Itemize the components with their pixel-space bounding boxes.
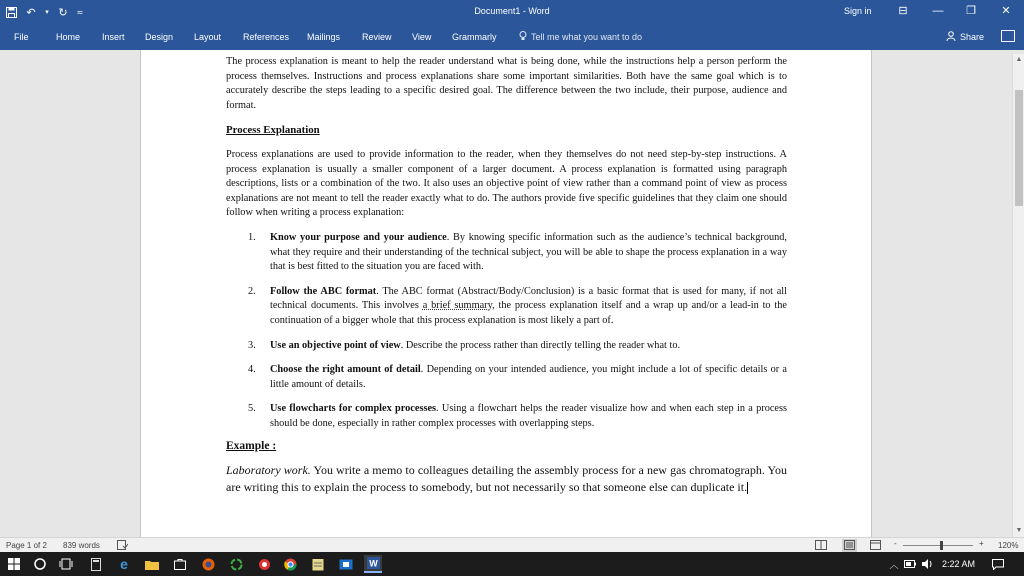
file-explorer-icon[interactable]: [144, 556, 160, 572]
edge-browser-icon[interactable]: e: [120, 556, 128, 572]
guidelines-list: [226, 231, 787, 432]
close-button[interactable]: ✕: [1001, 5, 1011, 17]
list-item-lead: Use an objective point of view: [270, 339, 401, 351]
tab-home[interactable]: Home: [56, 32, 81, 42]
scroll-down-icon[interactable]: ▼: [1015, 527, 1023, 534]
person-icon: [946, 31, 956, 43]
redo-icon[interactable]: ↻: [58, 6, 68, 19]
scroll-up-icon[interactable]: ▲: [1015, 56, 1023, 63]
list-number: 4.: [248, 364, 256, 376]
clock-time[interactable]: 2:22 AM: [942, 559, 976, 569]
list-item-text: . By knowing specific information such as the audience’s technical background, what they require and their understanding of the technical subject, you will be able to shape the process explanation in a way that is best fitted to the situation you are faced with.: [270, 231, 787, 273]
list-number: 1.: [248, 231, 256, 243]
proofing-icon[interactable]: [117, 540, 128, 552]
list-item-text: . Describe the process rather than directly telling the reader what to.: [400, 339, 681, 351]
scrollbar-thumb[interactable]: [1015, 90, 1023, 206]
section-paragraph[interactable]: Process explanations are used to provide information to the reader, when they themselves do not need step-by-step instructions. A process explanation is usually a smaller component of a larger document. A process explanation is formatted using paragraph descriptions, lists or a combination of the two. It also uses an objective point of view rather than a command point of view as process explanations are not meant to tell the reader exactly what to do. The authors provide five specific guidelines that they claim one should follow when writing a process explanation:: [226, 148, 787, 219]
minimize-button[interactable]: —: [932, 5, 944, 17]
read-mode-icon[interactable]: [815, 540, 827, 552]
tab-layout[interactable]: Layout: [194, 32, 222, 42]
list-item[interactable]: [226, 363, 787, 392]
app-icon[interactable]: [256, 556, 272, 572]
battery-icon[interactable]: [902, 556, 918, 572]
ribbon-tab-bar: [0, 24, 1024, 50]
list-item-lead: Follow the ABC format: [270, 285, 377, 297]
list-number: 5.: [248, 403, 256, 415]
zoom-slider-thumb[interactable]: [940, 541, 943, 550]
print-layout-icon[interactable]: [842, 539, 857, 553]
list-item[interactable]: [226, 402, 787, 431]
list-number: 2.: [248, 285, 256, 297]
list-number: 3.: [248, 339, 256, 351]
action-center-icon[interactable]: [990, 556, 1006, 572]
sign-in-link[interactable]: Sign in: [844, 6, 872, 16]
document-page[interactable]: [140, 50, 872, 537]
example-italic-lead: Laboratory work.: [226, 463, 311, 478]
ribbon-display-options-icon[interactable]: ⊟: [898, 5, 908, 17]
task-view-icon[interactable]: [58, 556, 74, 572]
intro-paragraph[interactable]: The process explanation is meant to help the reader understand what is being done, while the instructions help a person perform the process themselves. Instructions and process explanations share some important similarities. Both have the same goal which is to accurately describe the steps leading to a specific desired goal. The difference between the two include, their purpose, audience and format.: [226, 56, 787, 111]
tell-me-box[interactable]: [519, 31, 642, 43]
list-item-text: . The ABC format (Abstract/Body/Conclusion) is a basic format that is used for many, if not all technical documents. This involves: [270, 285, 787, 312]
word-count[interactable]: 839 words: [63, 541, 100, 550]
share-label: Share: [960, 32, 985, 42]
store-icon[interactable]: [172, 556, 188, 572]
tab-grammarly[interactable]: Grammarly: [452, 32, 497, 42]
zoom-in-button[interactable]: +: [979, 539, 984, 548]
cortana-search-icon[interactable]: [32, 556, 48, 572]
undo-dropdown-icon[interactable]: ▾: [45, 9, 49, 16]
list-item-text: , the process explanation itself and a wrap up and/or a lead-in to the continuation of a bigger whole that this process explanation is most likely a part of.: [270, 300, 787, 326]
list-item-lead: Choose the right amount of detail: [270, 364, 421, 376]
zoom-slider[interactable]: [903, 545, 973, 546]
tab-references[interactable]: References: [243, 32, 290, 42]
lightbulb-icon: [519, 31, 527, 43]
zoom-out-button[interactable]: -: [894, 539, 897, 548]
grammar-flagged-text[interactable]: a brief summary: [422, 300, 493, 312]
media-app-icon[interactable]: [338, 556, 354, 572]
web-layout-icon[interactable]: [870, 540, 881, 552]
list-item-lead: Know your purpose and your audience: [270, 231, 447, 243]
sync-app-icon[interactable]: [228, 556, 244, 572]
list-item[interactable]: [226, 285, 787, 329]
share-button[interactable]: [946, 31, 984, 43]
tab-file[interactable]: File: [14, 32, 29, 42]
section-heading[interactable]: Process Explanation: [226, 124, 320, 137]
list-item-lead: Use flowcharts for complex processes: [270, 403, 437, 415]
list-item-text: . Depending on your intended audience, you might include a lot of specific details or a little amount of details.: [270, 364, 787, 390]
show-hidden-icons[interactable]: ︿: [889, 559, 899, 570]
page-count[interactable]: Page 1 of 2: [6, 541, 47, 550]
zoom-level[interactable]: 120%: [998, 541, 1019, 550]
tell-me-text: Tell me what you want to do: [531, 32, 643, 42]
vertical-scrollbar[interactable]: [1012, 54, 1024, 537]
comments-icon[interactable]: [1001, 30, 1015, 42]
chrome-icon[interactable]: [282, 556, 298, 572]
list-item[interactable]: [226, 339, 787, 354]
svg-text:W: W: [368, 558, 378, 569]
notepad-icon[interactable]: [310, 556, 326, 572]
list-item[interactable]: [226, 231, 787, 275]
example-text: You write a memo to colleagues detailing the assembly process for a new gas chromatograph. You are writing this to explain the process to somebody, but not necessarily so that someone else can duplicate it.: [226, 463, 787, 494]
document-canvas[interactable]: [0, 50, 1012, 537]
tab-review[interactable]: Review: [362, 32, 392, 42]
status-bar: [0, 537, 1024, 552]
windows-taskbar: [0, 552, 1024, 576]
calculator-icon[interactable]: [88, 556, 104, 572]
firefox-icon[interactable]: [200, 556, 216, 572]
tab-design[interactable]: Design: [145, 32, 174, 42]
document-body[interactable]: [226, 55, 787, 495]
restore-button[interactable]: ❐: [966, 5, 976, 17]
document-title: Document1 - Word: [474, 6, 550, 16]
customize-qat-icon[interactable]: ≂: [76, 7, 84, 17]
list-item-text: . Using a flowchart helps the reader visualize how and when each step in a process should be done, especially in rather complex processes with overlapping steps.: [270, 403, 787, 429]
windows-start-icon[interactable]: [6, 556, 22, 572]
volume-icon[interactable]: [920, 556, 936, 572]
example-heading[interactable]: Example :: [226, 440, 277, 453]
undo-icon[interactable]: ↶: [26, 6, 36, 19]
tab-insert[interactable]: Insert: [102, 32, 125, 42]
title-bar: [0, 0, 1024, 24]
example-paragraph[interactable]: [226, 462, 787, 495]
word-taskbar-icon[interactable]: [364, 555, 382, 573]
tab-mailings[interactable]: Mailings: [307, 32, 341, 42]
tab-view[interactable]: View: [412, 32, 432, 42]
text-cursor: [747, 482, 748, 494]
